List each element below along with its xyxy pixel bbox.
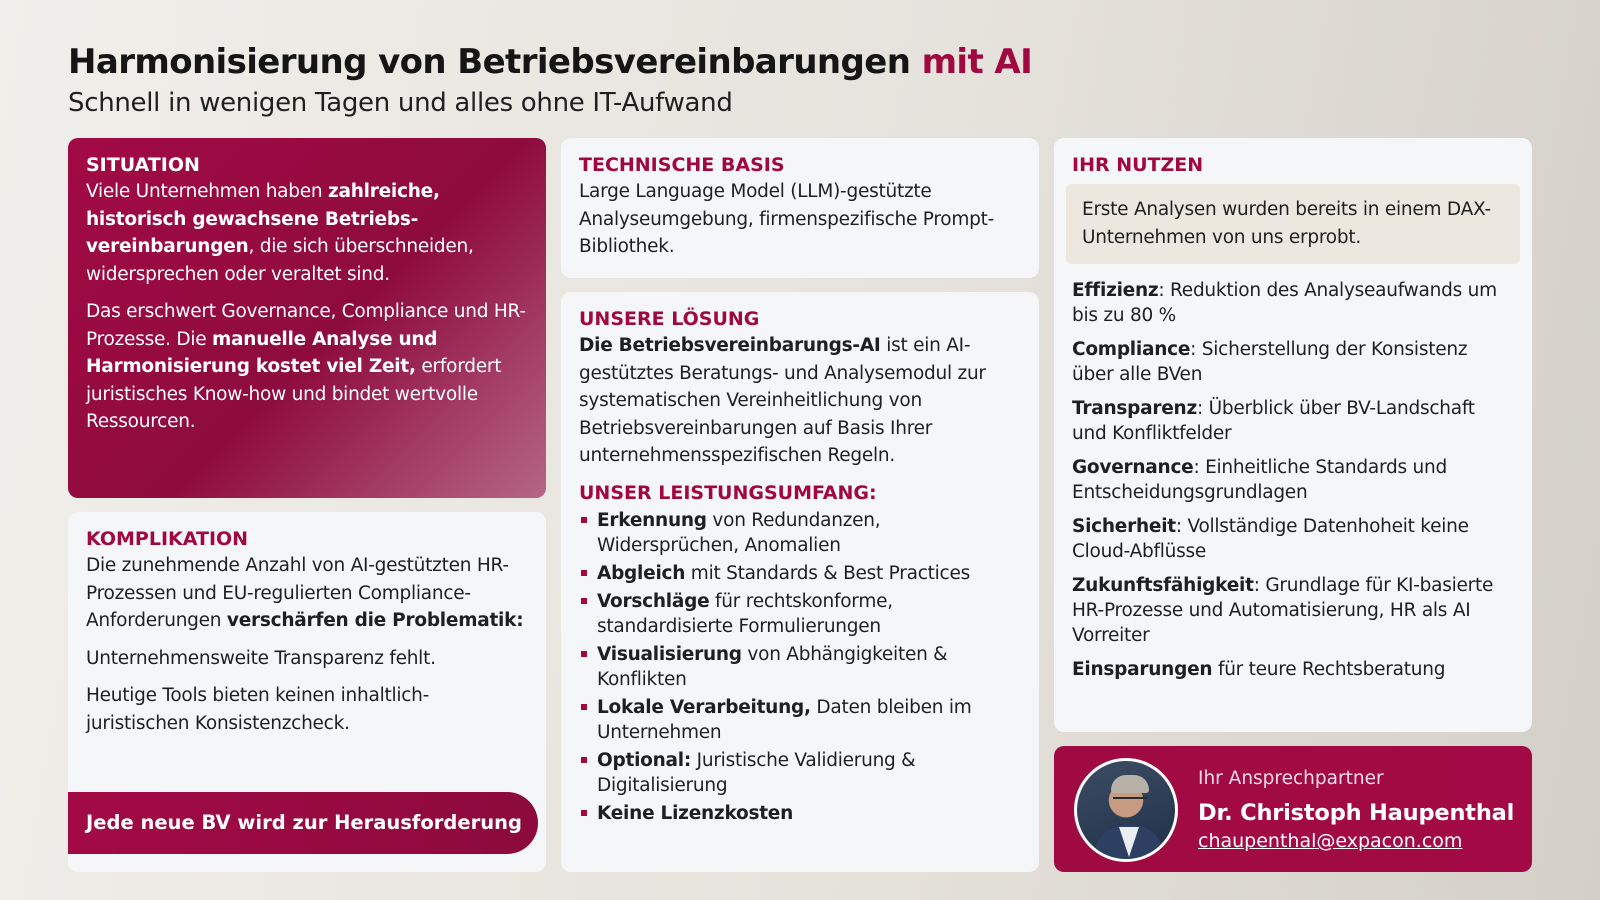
header	[68, 40, 1032, 120]
avatar-glasses	[1113, 797, 1147, 803]
loesung-text-body: ist ein AI-gestütztes Beratungs- und Analysemodul zur systematischen Vereinheitlichung von Betriebsvereinbarungen auf Basis Ihrer unternehmensspezifischen Regeln.	[579, 335, 986, 466]
nutzen-heading: IHR NUTZEN	[1072, 154, 1204, 176]
benefit-bold: Governance	[1072, 457, 1194, 478]
list-item-bold: Lokale Verarbeitung,	[597, 696, 811, 718]
list-item-text: Juristische Validierung & Digitalisierung	[597, 749, 916, 796]
situation-p1-bold: zahlreiche, historisch gewachsene Betriebs-vereinbarungen	[86, 181, 440, 257]
avatar	[1074, 758, 1178, 862]
situation-p1-text-end: , die sich überschneiden, widersprechen oder veraltet sind.	[86, 236, 474, 285]
komplikation-callout: Jede neue BV wird zur Herausforderung	[68, 792, 538, 854]
benefit-text: : Vollständige Datenhoheit keine Cloud-Abflüsse	[1072, 516, 1469, 562]
list-item	[579, 589, 1021, 639]
komplikation-p1-text: Die zunehmende Anzahl von AI-gestützten HR-Prozessen und EU-regulierten Compliance-Anforderungen	[86, 555, 509, 631]
benefit-item	[1072, 396, 1514, 446]
situation-p2-bold: manuelle Analyse und Harmonisierung kostet viel Zeit,	[86, 328, 438, 377]
situation-p2-text: Das erschwert Governance, Compliance und HR-Prozesse. Die	[86, 301, 526, 350]
title-main: Harmonisierung von Betriebsvereinbarungen	[68, 42, 911, 82]
list-item-bold: Keine Lizenzkosten	[597, 802, 794, 824]
technische-basis-card	[561, 138, 1039, 278]
benefit-item	[1072, 455, 1514, 505]
list-item-text: für rechtskonforme, standardisierte Formulierungen	[597, 590, 893, 637]
title-accent: mit AI	[921, 42, 1033, 82]
situation-heading: SITUATION	[86, 154, 200, 176]
list-item-bold: Erkennung	[597, 509, 707, 531]
list-item	[579, 642, 1021, 692]
komplikation-paragraph-3: Heutige Tools bieten keinen inhaltlich-juristischen Konsistenzcheck.	[86, 685, 430, 734]
benefit-text: : Einheitliche Standards und Entscheidungsgrundlagen	[1072, 457, 1447, 503]
list-item-text: mit Standards & Best Practices	[685, 562, 970, 584]
technische-basis-text: Large Language Model (LLM)-gestützte Analyseumgebung, firmenspezifische Prompt-Bibliothek.	[579, 181, 995, 257]
contact-label: Ihr Ansprechpartner	[1198, 768, 1384, 789]
benefit-bold: Effizienz	[1072, 280, 1159, 301]
nutzen-card	[1054, 138, 1532, 732]
benefit-item	[1072, 657, 1514, 682]
contact-email-link[interactable]: chaupenthal@expacon.com	[1198, 830, 1463, 852]
list-item-bold: Optional:	[597, 749, 692, 771]
list-item-bold: Visualisierung	[597, 643, 742, 665]
loesung-text-bold: Die Betriebsvereinbarungs-AI	[579, 335, 881, 356]
benefit-item	[1072, 514, 1514, 564]
benefit-bold: Compliance	[1072, 339, 1191, 360]
leistungsumfang-list	[579, 508, 1021, 826]
situation-p1-text: Viele Unternehmen haben	[86, 181, 328, 202]
nutzen-quote: Erste Analysen wurden bereits in einem DAX-Unternehmen von uns erprobt.	[1066, 184, 1520, 264]
list-item-bold: Vorschläge	[597, 590, 710, 612]
loesung-card	[561, 292, 1039, 872]
komplikation-p1-bold: verschärfen die Problematik:	[226, 610, 524, 631]
page-title	[68, 40, 1032, 84]
benefit-item	[1072, 337, 1514, 387]
benefit-text: für teure Rechtsberatung	[1212, 659, 1446, 680]
komplikation-paragraph-1	[86, 552, 528, 635]
komplikation-card	[68, 512, 546, 872]
contact-name: Dr. Christoph Haupenthal	[1198, 800, 1515, 826]
list-item-bold: Abgleich	[597, 562, 686, 584]
benefit-bold: Zukunftsfähigkeit	[1072, 575, 1254, 596]
benefit-text: : Grundlage für KI-basierte HR-Prozesse und Automatisierung, HR als AI Vorreiter	[1072, 575, 1494, 646]
technische-basis-heading: TECHNISCHE BASIS	[579, 154, 785, 176]
benefit-bold: Sicherheit	[1072, 516, 1176, 537]
leistungsumfang-heading: UNSER LEISTUNGSUMFANG:	[579, 481, 877, 504]
list-item	[579, 695, 1021, 745]
benefit-item	[1072, 573, 1514, 648]
list-item	[579, 801, 1021, 826]
loesung-text	[579, 332, 1021, 470]
situation-paragraph-2	[86, 298, 528, 436]
komplikation-paragraph-2: Unternehmensweite Transparenz fehlt.	[86, 647, 436, 669]
benefit-text: : Überblick über BV-Landschaft und Konfliktfelder	[1072, 398, 1475, 444]
contact-card	[1054, 746, 1532, 872]
situation-paragraph-1	[86, 178, 528, 288]
benefit-item	[1072, 278, 1514, 328]
list-item-text: von Redundanzen, Widersprüchen, Anomalien	[597, 509, 881, 556]
benefit-text: : Sicherstellung der Konsistenz über alle BVen	[1072, 339, 1468, 385]
page-subtitle: Schnell in wenigen Tagen und alles ohne IT-Aufwand	[68, 88, 733, 118]
benefit-bold: Transparenz	[1072, 398, 1197, 419]
list-item	[579, 508, 1021, 558]
benefit-bold: Einsparungen	[1072, 659, 1213, 680]
komplikation-heading: KOMPLIKATION	[86, 528, 249, 550]
situation-p2-text-end: erfordert juristisches Know-how und bindet wertvolle Ressourcen.	[86, 356, 502, 432]
list-item	[579, 748, 1021, 798]
avatar-hair	[1111, 775, 1149, 793]
loesung-heading: UNSERE LÖSUNG	[579, 308, 760, 330]
list-item-text: von Abhängigkeiten & Konflikten	[597, 643, 948, 690]
benefit-text: : Reduktion des Analyseaufwands um bis zu 80 %	[1072, 280, 1497, 326]
situation-card	[68, 138, 546, 498]
list-item-text: Daten bleiben im Unternehmen	[597, 696, 972, 743]
list-item	[579, 561, 1021, 586]
